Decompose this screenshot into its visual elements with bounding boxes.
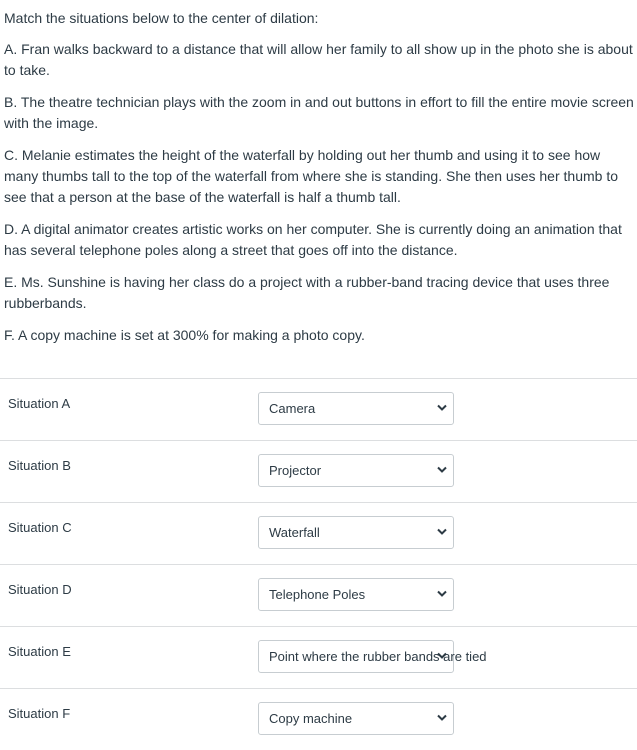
chevron-down-icon — [437, 590, 447, 598]
chevron-down-icon — [437, 528, 447, 536]
situation-a-text: A. Fran walks backward to a distance that will allow her family to all show up in the photo she is about to take. — [4, 41, 633, 78]
answer-select-c[interactable] — [258, 516, 454, 549]
answer-select-f[interactable] — [258, 702, 454, 735]
situation-label: Situation B — [8, 458, 71, 473]
match-row-a — [0, 378, 637, 440]
answer-select-a[interactable] — [258, 392, 454, 425]
chevron-down-icon — [437, 466, 447, 474]
chevron-down-icon — [437, 404, 447, 412]
matching-list — [0, 378, 637, 750]
answer-select-e[interactable] — [258, 640, 487, 673]
answer-select-b[interactable] — [258, 454, 454, 487]
situation-label: Situation F — [8, 706, 71, 721]
select-value: Camera — [269, 401, 316, 416]
chevron-down-icon — [437, 652, 447, 660]
situation-label: Situation C — [8, 520, 72, 535]
answer-select-d[interactable] — [258, 578, 454, 611]
match-row-c — [0, 502, 637, 564]
match-row-b — [0, 440, 637, 502]
match-row-d — [0, 564, 637, 626]
select-value: Waterfall — [269, 525, 320, 540]
select-value: Point where the rubber bands are tied — [269, 649, 487, 664]
question-text — [4, 8, 636, 357]
situation-label: Situation A — [8, 396, 71, 411]
chevron-down-icon — [437, 714, 447, 722]
situation-f-text: F. A copy machine is set at 300% for making a photo copy. — [4, 327, 365, 343]
match-row-e — [0, 626, 637, 688]
select-value: Projector — [269, 463, 322, 478]
situation-label: Situation E — [8, 644, 71, 659]
situation-e-text: E. Ms. Sunshine is having her class do a project with a rubber-band tracing device that uses three rubberbands. — [4, 274, 610, 311]
situation-b-text: B. The theatre technician plays with the zoom in and out buttons in effort to fill the entire movie screen with the image. — [4, 94, 634, 131]
situation-label: Situation D — [8, 582, 72, 597]
select-value: Copy machine — [269, 711, 353, 726]
situation-d-text: D. A digital animator creates artistic works on her computer. She is currently doing an animation that has several telephone poles along a street that goes off into the distance. — [4, 221, 622, 258]
question-intro: Match the situations below to the center of dilation: — [4, 10, 319, 26]
situation-c-text: C. Melanie estimates the height of the waterfall by holding out her thumb and using it to see how many thumbs tall to the top of the waterfall from where she is standing. She then uses her thumb to see that a person at the base of the waterfall is half a thumb tall. — [4, 147, 618, 205]
select-value: Telephone Poles — [269, 587, 366, 602]
match-row-f — [0, 688, 637, 750]
